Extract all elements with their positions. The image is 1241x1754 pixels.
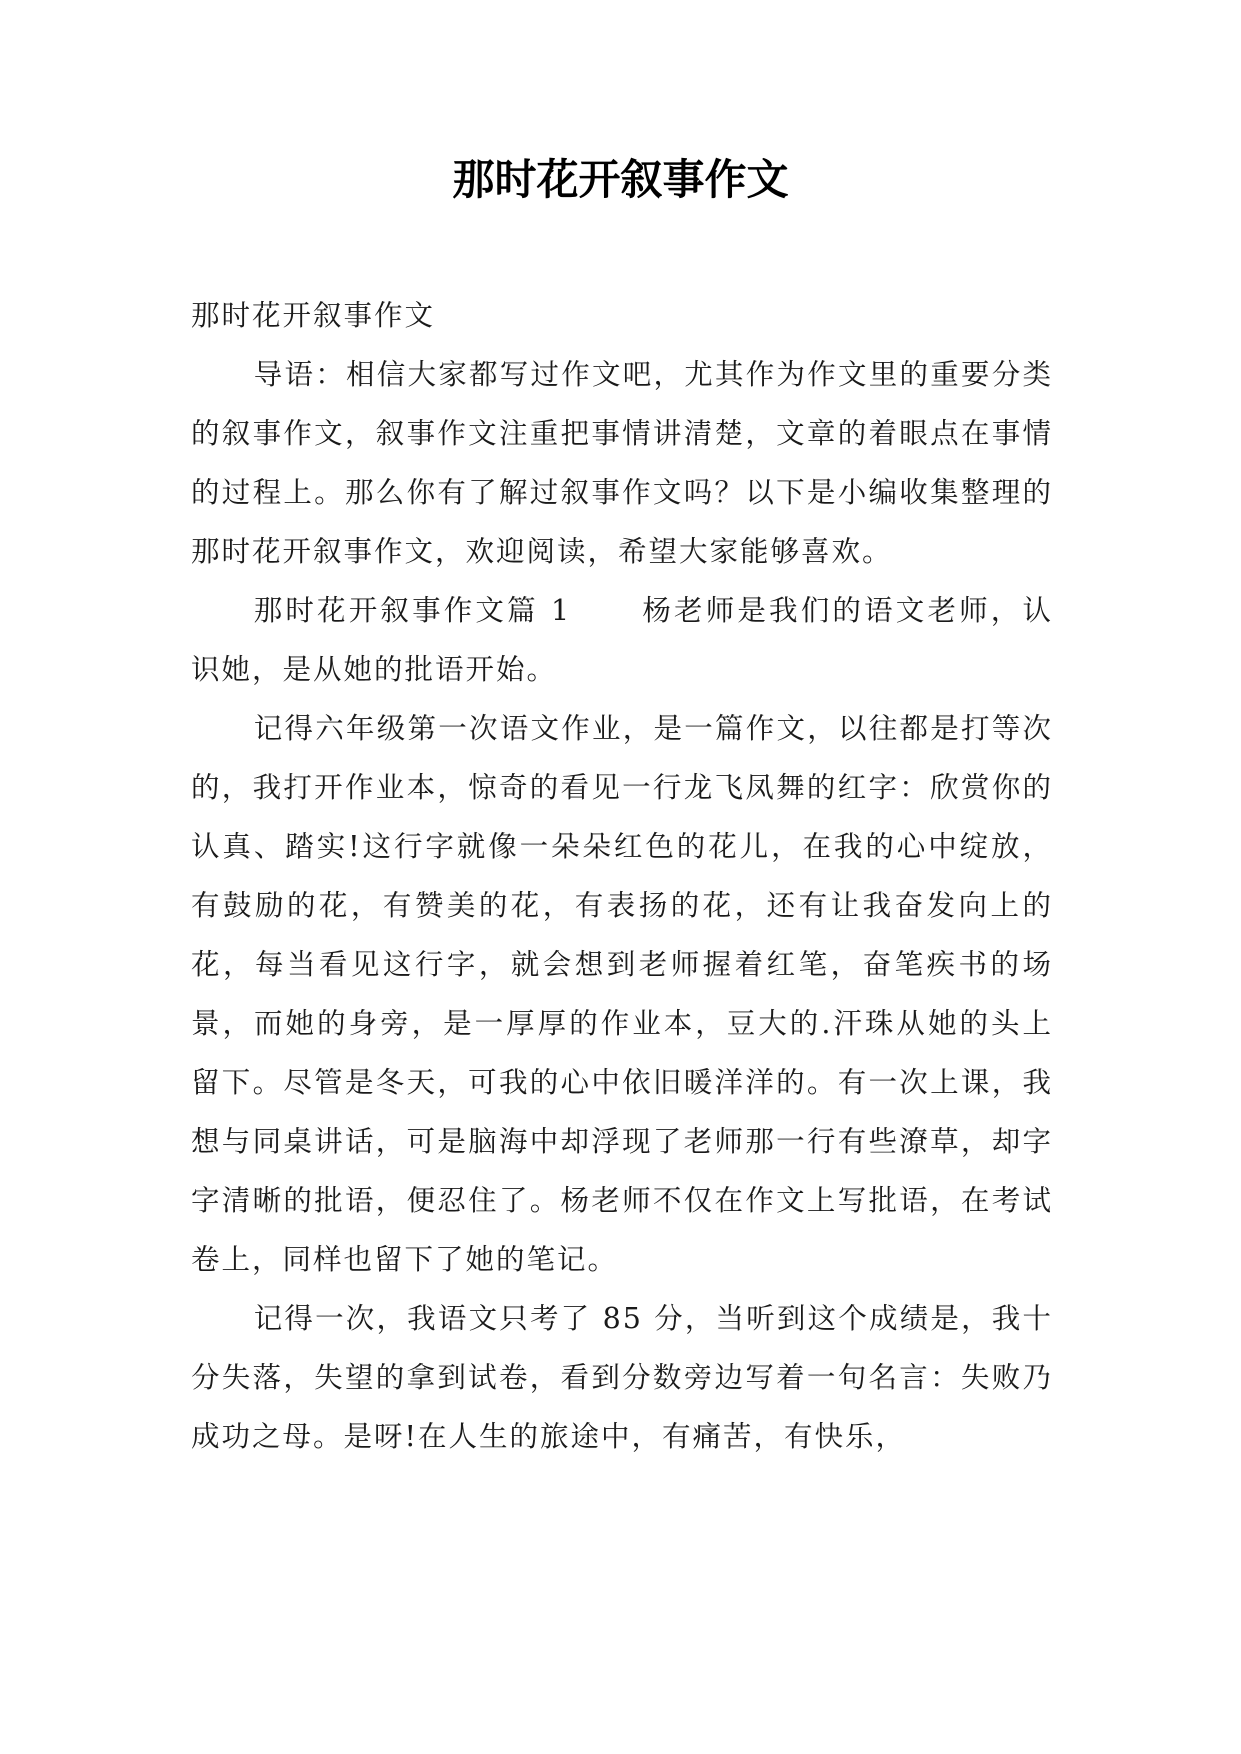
- paragraph-intro: 导语：相信大家都写过作文吧，尤其作为作文里的重要分类的叙事作文，叙事作文注重把事情讲清楚，文章的着眼点在事情的过程上。那么你有了解过叙事作文吗？以下是小编收集整理的那时花开叙事作文，欢迎阅读，希望大家能够喜欢。: [191, 358, 1053, 568]
- page-title: 那时花开叙事作文: [452, 155, 789, 204]
- document-body: [191, 286, 1053, 1466]
- paragraph-exam: 记得一次，我语文只考了 85 分，当听到这个成绩是，我十分失落，失望的拿到试卷，看到分数旁边写着一句名言：失败乃成功之母。是呀!在人生的旅途中，有痛苦，有快乐，: [191, 1302, 1053, 1453]
- section-intro: 杨老师是我们的语文老师，认识她，是从她的批语开始。: [191, 594, 1053, 686]
- paragraph-homework: 记得六年级第一次语文作业，是一篇作文，以往都是打等次的，我打开作业本，惊奇的看见一行龙飞凤舞的红字：欣赏你的认真、踏实!这行字就像一朵朵红色的花儿，在我的心中绽放，有鼓励的花，有赞美的花，有表扬的花，还有让我奋发向上的花，每当看见这行字，就会想到老师握着红笔，奋笔疾书的场景，而她的身旁，是一厚厚的作业本，豆大的.汗珠从她的头上留下。尽管是冬天，可我的心中依旧暖洋洋的。有一次上课，我想与同桌讲话，可是脑海中却浮现了老师那一行有些潦草，却字字清晰的批语，便忍住了。杨老师不仅在作文上写批语，在考试卷上，同样也留下了她的笔记。: [191, 712, 1053, 1276]
- paragraph-section-1: [191, 581, 1053, 699]
- section-heading: 那时花开叙事作文篇 1: [253, 594, 572, 627]
- document-subtitle: 那时花开叙事作文: [191, 299, 436, 332]
